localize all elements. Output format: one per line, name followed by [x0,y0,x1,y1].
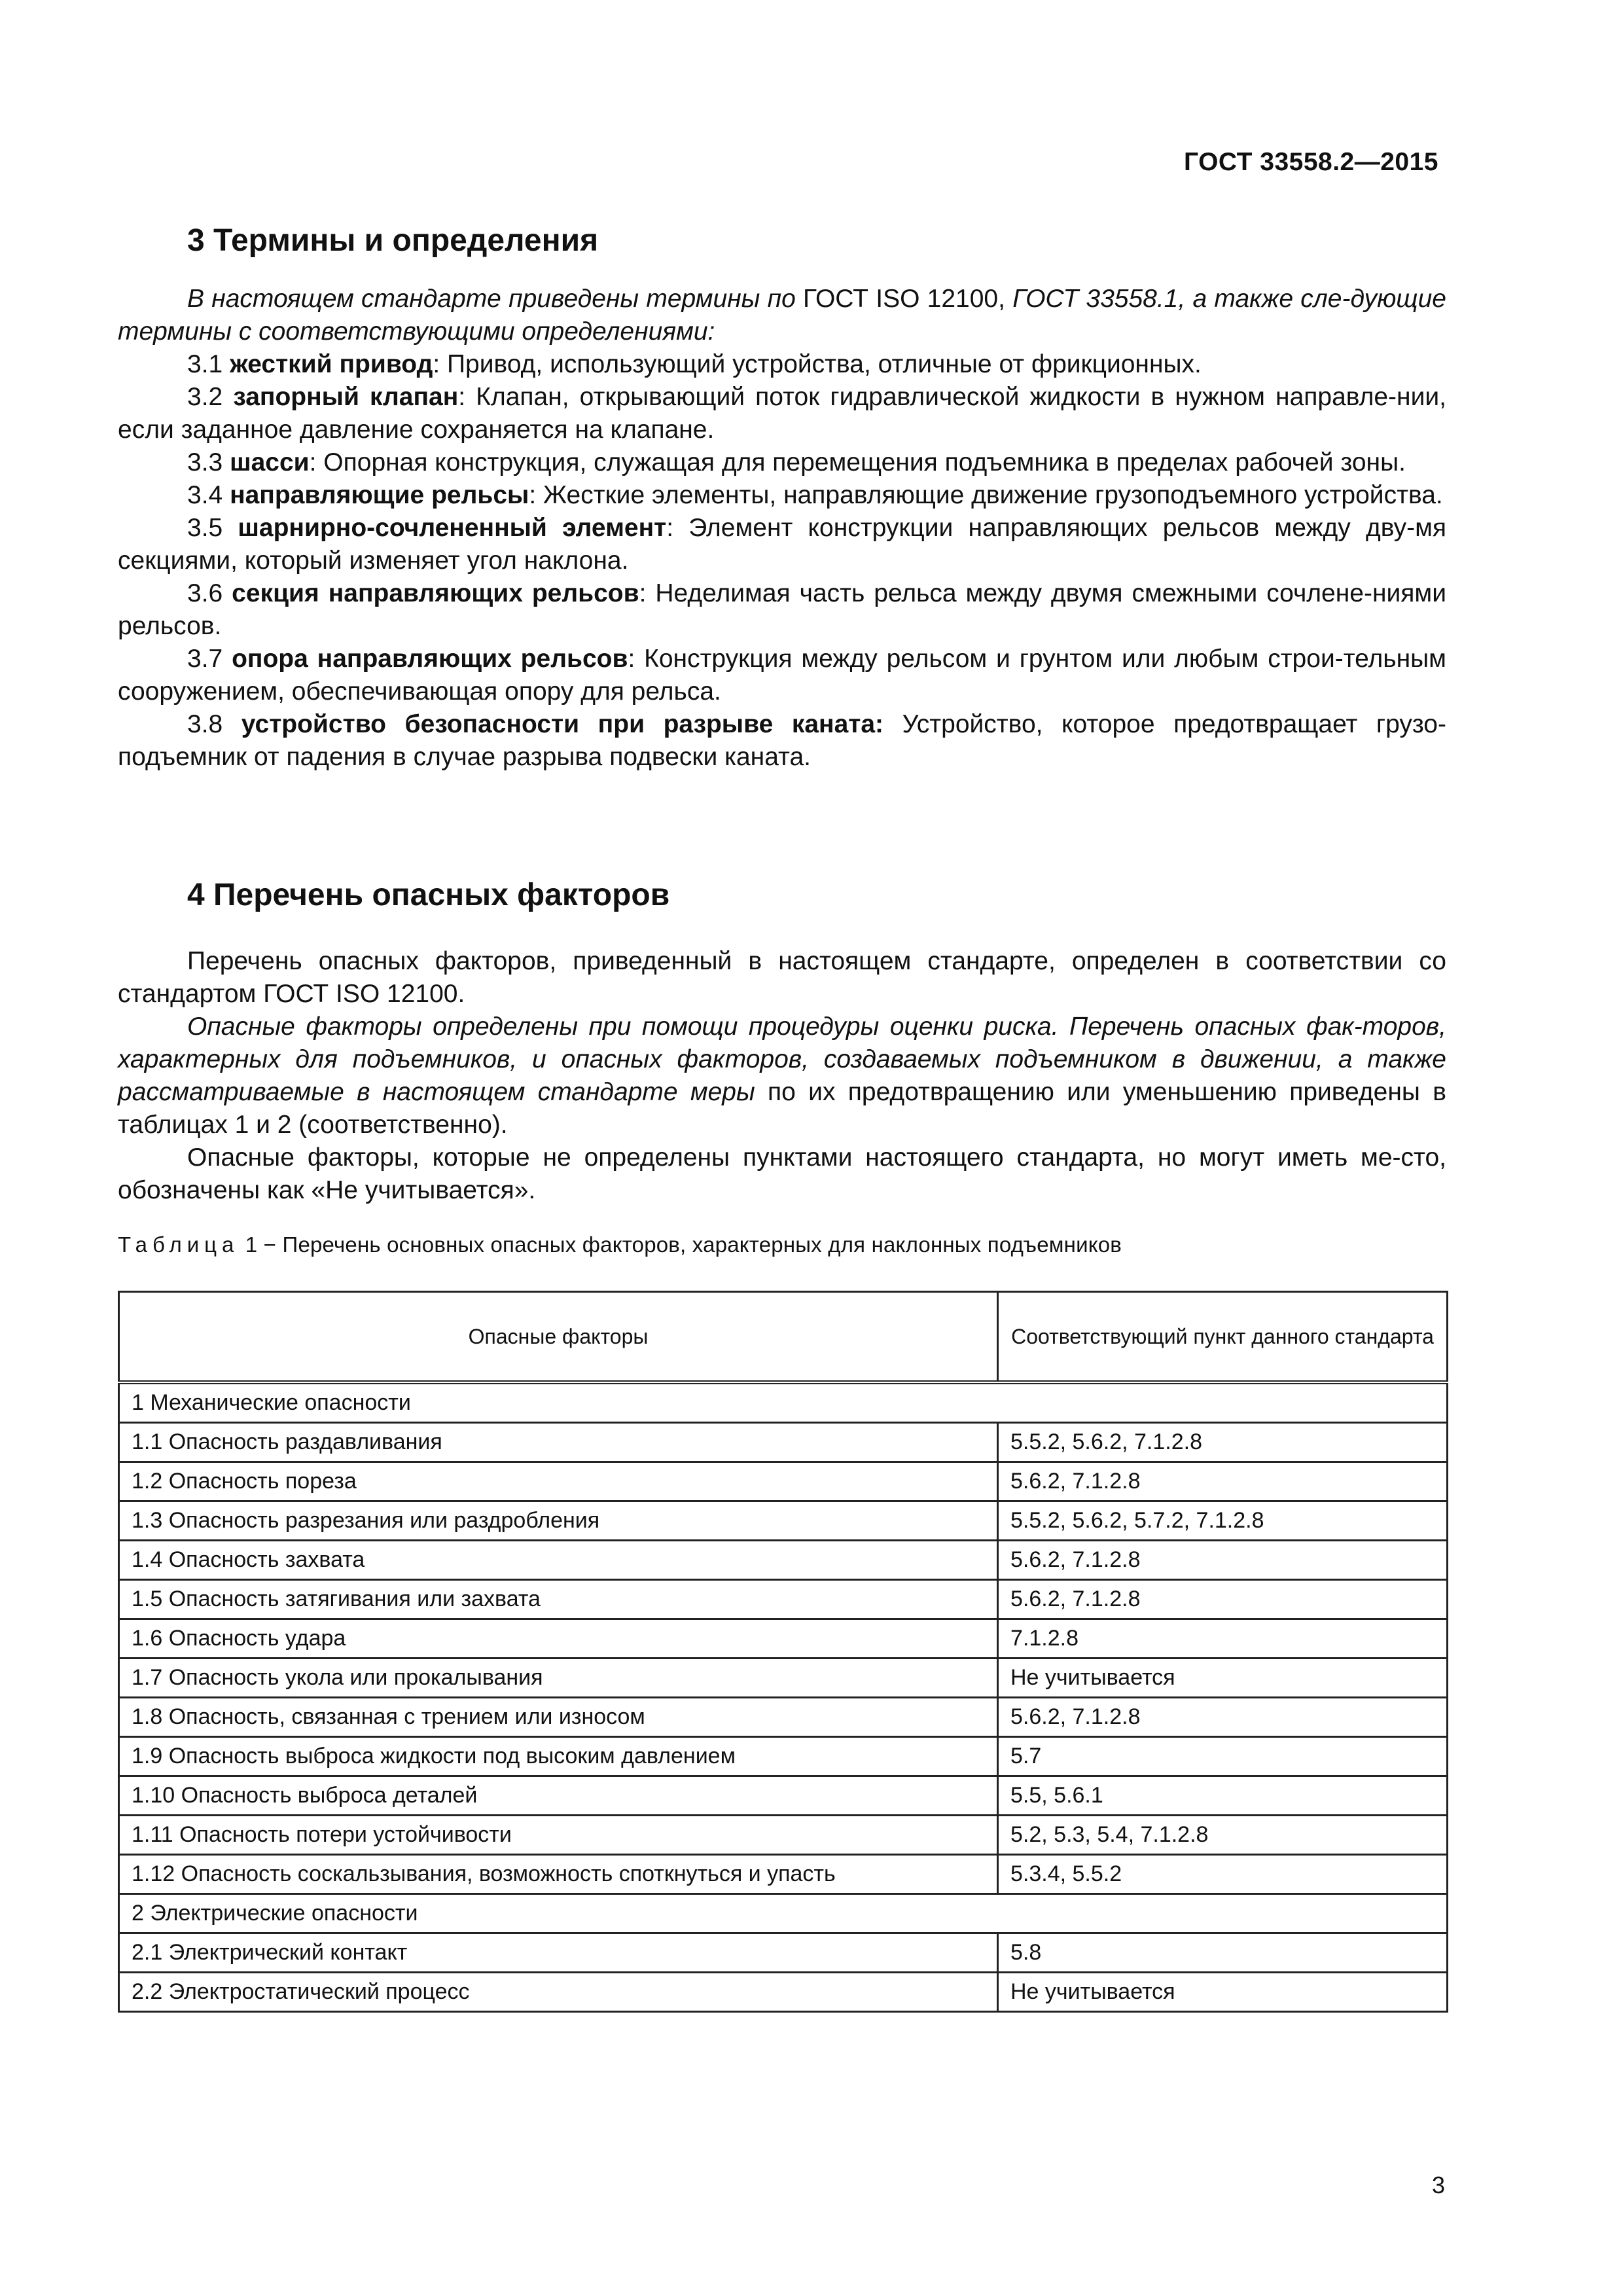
hazard-cell: 1.6 Опасность удара [119,1619,998,1659]
term-number: 3.1 [187,350,223,378]
hazard-cell: 1.3 Опасность разрезания или раздробления [119,1501,998,1541]
reference-cell: 5.8 [998,1933,1448,1973]
table-caption-label: Таблица [118,1232,240,1257]
table-row [119,1816,1448,1855]
hazard-cell: 1.12 Опасность соскальзывания, возможность споткнуться и упасть [119,1855,998,1894]
col-header-hazards: Опасные факторы [119,1292,998,1383]
table-row [119,1737,1448,1776]
section-3-body [118,283,1446,774]
page-number: 3 [1431,2172,1445,2198]
reference-cell: 5.5.2, 5.6.2, 7.1.2.8 [998,1423,1448,1462]
table-row [119,1462,1448,1501]
table-group-row [119,1894,1448,1933]
term-text: Устройство, которое предотвращает грузо-подъемник от падения в случае разрыва подвески каната. [118,710,1446,771]
table-row [119,1619,1448,1659]
term-number: 3.5 [187,514,223,542]
table-caption-text: 1 − Перечень основных опасных факторов, характерных для наклонных подъемников [239,1232,1122,1257]
col-header-reference: Соответствующий пункт данного стандарта [998,1292,1448,1383]
term-definition [118,577,1446,643]
term-definition [118,708,1446,774]
term-text: : Элемент конструкции направляющих рельсов между дву-мя секциями, который изменяет угол наклона. [118,514,1446,575]
hazard-cell: 2.1 Электрический контакт [119,1933,998,1973]
hazard-cell: 1.7 Опасность укола или прокалывания [119,1659,998,1698]
reference-cell: 5.5, 5.6.1 [998,1776,1448,1816]
reference-cell: 7.1.2.8 [998,1619,1448,1659]
hazard-cell: 1.1 Опасность раздавливания [119,1423,998,1462]
group-label: 1 Механические опасности [119,1382,1448,1423]
hazard-cell: 1.5 Опасность затягивания или захвата [119,1580,998,1619]
reference-cell: 5.5.2, 5.6.2, 5.7.2, 7.1.2.8 [998,1501,1448,1541]
term-name: секция направляющих рельсов [232,579,639,607]
table-1-caption [118,1232,1122,1257]
term-number: 3.6 [187,579,223,607]
term-name: направляющие рельсы [230,481,529,509]
hazards-table [118,1291,1448,2013]
table-row [119,1501,1448,1541]
intro-italic-a: В настоящем стандарте приведены термины по [187,285,804,313]
hazard-cell: 1.9 Опасность выброса жидкости под высоким давлением [119,1737,998,1776]
reference-cell: Не учитывается [998,1659,1448,1698]
table-row [119,1698,1448,1737]
section-4 [118,877,1446,913]
section-3-intro [118,283,1446,348]
section-4-body [118,945,1446,1207]
term-name: шасси [230,448,310,476]
table-row [119,1776,1448,1816]
reference-cell: 5.6.2, 7.1.2.8 [998,1580,1448,1619]
section-4-para-2-italic: Опасные факторы определены при помощи процедуры оценки риска. Перечень опасных фак-торов, характерных для подъемников, и опасных факторов, создаваемых подъемником в движении, а также рассматриваемые в настоящем стандарте меры [118,1013,1446,1106]
reference-cell: Не учитывается [998,1973,1448,2012]
reference-cell: 5.6.2, 7.1.2.8 [998,1541,1448,1580]
group-label: 2 Электрические опасности [119,1894,1448,1933]
term-definition [118,348,1446,381]
table-group-row [119,1382,1448,1423]
term-number: 3.2 [187,383,223,411]
term-text: : Привод, использующий устройства, отличные от фрикционных. [433,350,1202,378]
table-row [119,1933,1448,1973]
section-3 [118,223,1446,259]
section-4-para-3: Опасные факторы, которые не определены пунктами настоящего стандарта, но могут иметь ме-сто, обозначены как «Не учитывается». [118,1143,1446,1204]
term-name: жесткий привод [230,350,433,378]
reference-cell: 5.6.2, 7.1.2.8 [998,1462,1448,1501]
section-4-para-2 [118,1011,1446,1141]
term-number: 3.4 [187,481,223,509]
hazard-cell: 2.2 Электростатический процесс [119,1973,998,2012]
term-text: : Опорная конструкция, служащая для перемещения подъемника в пределах рабочей зоны. [309,448,1406,476]
term-name: устройство безопасности при разрыве каната: [241,710,884,738]
table-row [119,1659,1448,1698]
term-definition [118,446,1446,479]
section-4-para-2-normal: по их предотвращению или уменьшению приведены в таблицах 1 и 2 (соответственно). [118,1078,1446,1139]
table-row [119,1423,1448,1462]
term-name: запорный клапан [233,383,459,411]
hazard-cell: 1.10 Опасность выброса деталей [119,1776,998,1816]
section-3-title: 3 Термины и определения [187,223,599,258]
term-text: : Неделимая часть рельса между двумя смежными сочлене-ниями рельсов. [118,579,1446,640]
table-row [119,1973,1448,2012]
term-name: шарнирно-сочлененный элемент [238,514,667,542]
intro-italic-b: ГОСТ 33558.1, а также сле-дующие термины с соответствующими определениями: [118,285,1447,346]
table-header-row [119,1292,1448,1383]
term-name: опора направляющих рельсов [232,645,628,673]
hazard-cell: 1.8 Опасность, связанная с трением или износом [119,1698,998,1737]
term-definition [118,512,1446,577]
term-number: 3.3 [187,448,223,476]
hazard-cell: 1.2 Опасность пореза [119,1462,998,1501]
reference-cell: 5.3.4, 5.5.2 [998,1855,1448,1894]
reference-cell: 5.2, 5.3, 5.4, 7.1.2.8 [998,1816,1448,1855]
term-number: 3.7 [187,645,223,673]
section-4-para-1: Перечень опасных факторов, приведенный в настоящем стандарте, определен в соответствии со стандартом ГОСТ ISO 12100. [118,947,1446,1008]
document-code: ГОСТ 33558.2—2015 [1183,148,1438,176]
table-row [119,1580,1448,1619]
term-text: : Жесткие элементы, направляющие движение грузоподъемного устройства. [529,481,1443,509]
term-definition [118,643,1446,708]
term-text: : Конструкция между рельсом и грунтом или любым строи-тельным сооружением, обеспечивающая опору для рельса. [118,645,1446,706]
hazard-cell: 1.4 Опасность захвата [119,1541,998,1580]
terms-list [118,348,1446,774]
reference-cell: 5.6.2, 7.1.2.8 [998,1698,1448,1737]
reference-cell: 5.7 [998,1737,1448,1776]
term-definition [118,381,1446,446]
term-definition [118,479,1446,512]
hazard-cell: 1.11 Опасность потери устойчивости [119,1816,998,1855]
section-4-title: 4 Перечень опасных факторов [187,878,670,912]
table-body [119,1382,1448,2012]
term-number: 3.8 [187,710,223,738]
table-row [119,1541,1448,1580]
term-text: : Клапан, открывающий поток гидравлической жидкости в нужном направле-нии, если заданное давление сохраняется на клапане. [118,383,1446,444]
table-row [119,1855,1448,1894]
intro-normal: ГОСТ ISO 12100, [803,285,1013,313]
